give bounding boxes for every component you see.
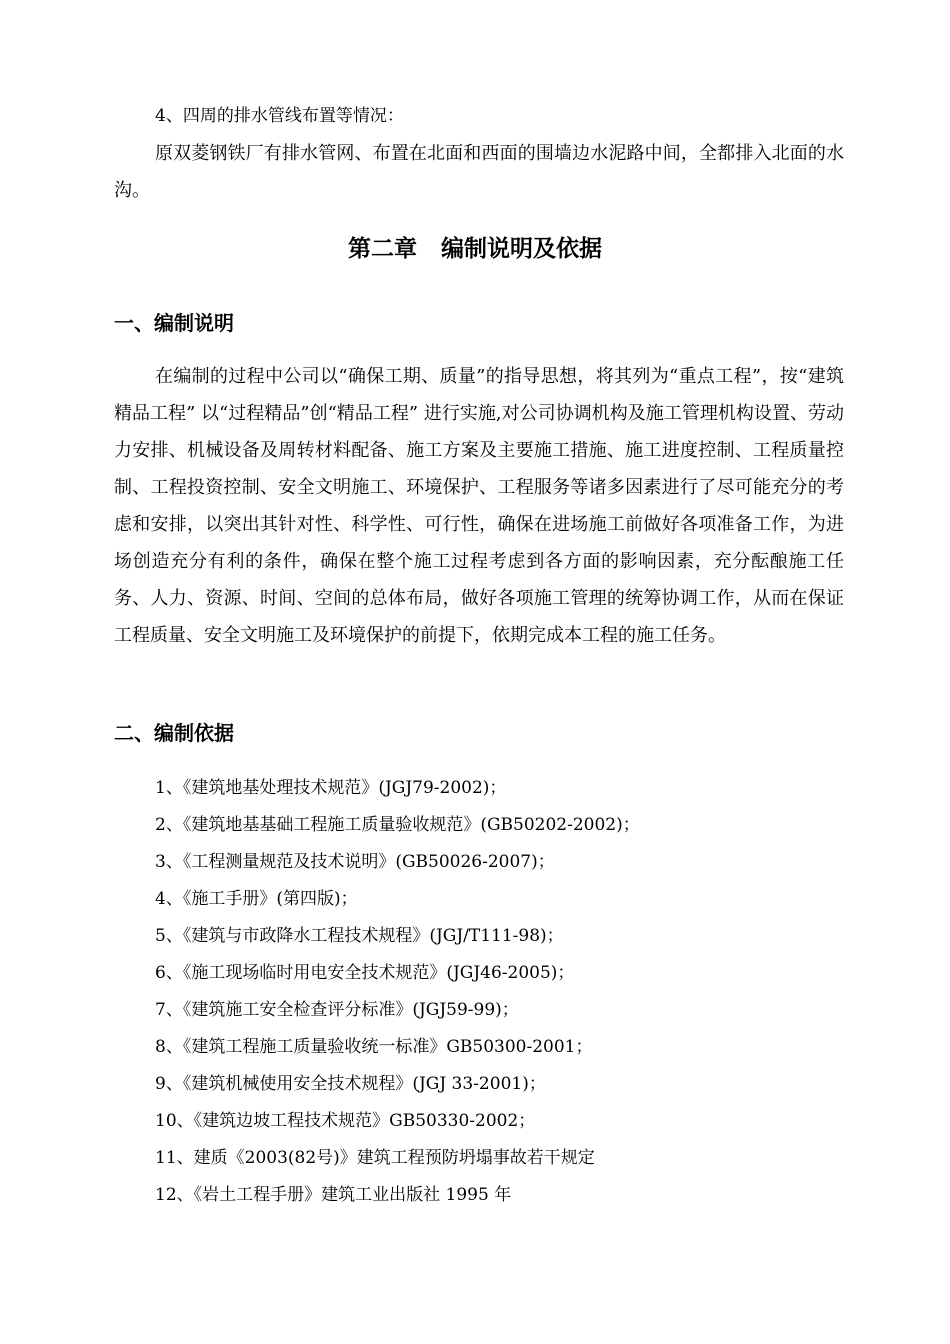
item4-text: 原双菱钢铁厂有排水管网、布置在北面和西面的围墙边水泥路中间，全都排入北面的水沟。 [114, 143, 844, 201]
section1-title: 一、编制说明 [114, 311, 234, 335]
reference-item: 9、《建筑机械使用安全技术规程》(JGJ 33-2001)； [155, 1074, 546, 1094]
reference-item: 12、《岩土工程手册》建筑工业出版社 1995 年 [155, 1185, 512, 1205]
section2-title: 二、编制依据 [114, 721, 234, 745]
reference-item: 10、《建筑边坡工程技术规范》GB50330-2002； [155, 1111, 536, 1131]
item4-heading: 4、四周的排水管线布置等情况： [155, 106, 404, 126]
reference-item: 11、建质《2003(82号)》建筑工程预防坍塌事故若干规定 [155, 1148, 595, 1168]
reference-item: 8、《建筑工程施工质量验收统一标准》GB50300-2001； [155, 1037, 593, 1057]
chapter-title: 第二章 编制说明及依据 [347, 236, 603, 262]
reference-item: 1、《建筑地基处理技术规范》(JGJ79-2002)； [155, 778, 507, 798]
reference-item: 2、《建筑地基基础工程施工质量验收规范》(GB50202-2002)； [155, 815, 640, 835]
reference-item: 5、《建筑与市政降水工程技术规程》(JGJ/T111-98)； [155, 926, 564, 946]
reference-item: 6、《施工现场临时用电安全技术规范》(JGJ46-2005)； [155, 963, 575, 983]
reference-item: 7、《建筑施工安全检查评分标准》(JGJ59-99)； [155, 1000, 519, 1020]
section1-paragraph: 在编制的过程中公司以“确保工期、质量”的指导思想，将其列为“重点工程”，按“建筑精品工程” 以“过程精品”创“精品工程” 进行实施,对公司协调机构及施工管理机构设置、劳动力安排、机械设备及周转材料配备、施工方案及主要施工措施、施工进度控制、工程质量控制、工程投资控制、安全文明施工、环境保护、工程服务等诸多因素进行了尽可能充分的考虑和安排，以突出其针对性、科学性、可行性，确保在进场施工前做好各项准备工作，为进场创造充分有利的条件，确保在整个施工过程考虑到各方面的影响因素，充分酝酿施工任务、人力、资源、时间、空间的总体布局，做好各项施工管理的统筹协调工作，从而在保证工程质量、安全文明施工及环境保护的前提下，依期完成本工程的施工任务。 [114, 366, 844, 646]
reference-item: 4、《施工手册》(第四版)； [155, 889, 358, 909]
reference-item: 3、《工程测量规范及技术说明》(GB50026-2007)； [155, 852, 555, 872]
